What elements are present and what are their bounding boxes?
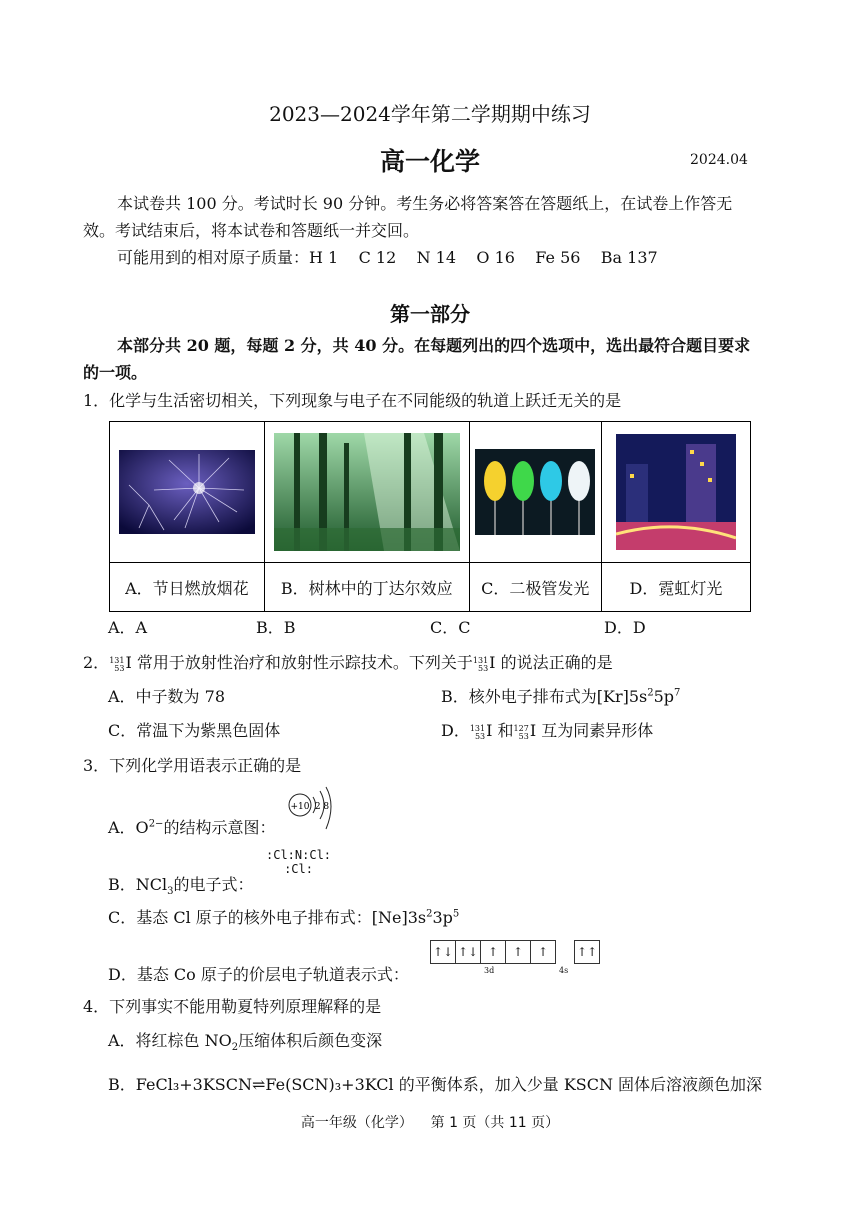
fireworks-image xyxy=(119,450,255,534)
page-footer: 高一年级（化学） 第 1 页（共 11 页） xyxy=(300,1115,560,1131)
svg-text:2 8: 2 8 xyxy=(314,802,330,812)
q3-stem: 3．下列化学用语表示正确的是 xyxy=(83,756,302,775)
forest-cell xyxy=(264,422,469,563)
fireworks-cell xyxy=(110,422,265,563)
q2-option-c: C．常温下为紫黑色固体 xyxy=(108,721,281,740)
led-image xyxy=(475,449,595,535)
q4-stem: 4．下列事实不能用勒夏特列原理解释的是 xyxy=(83,997,382,1016)
q4-option-b: B．FeCl₃+3KSCN⇌Fe(SCN)₃+3KCl 的平衡体系，加入少量 KSCN 固体后溶液颜色加深 xyxy=(108,1075,763,1094)
subject-title: 高一化学 xyxy=(379,147,480,176)
isotope-notation-2: 131 53 xyxy=(472,656,489,673)
q2-option-a: A．中子数为 78 xyxy=(108,687,226,706)
q1-option-b: B．B xyxy=(256,618,296,637)
svg-text:+10: +10 xyxy=(290,802,310,812)
intro-line1: 本试卷共 100 分。考试时长 90 分钟。考生务必将答案答在答题纸上，在试卷上作答无 xyxy=(117,194,733,213)
caption-a: A．节日燃放烟花 xyxy=(110,563,265,612)
part-title: 第一部分 xyxy=(390,302,470,326)
q3-option-b: B．NCl$_3$的电子式： xyxy=(108,875,254,898)
forest-image xyxy=(274,433,460,551)
orbital-diagram: ↑↓ ↑↓ ↑ ↑ ↑ ↑↑ 3d 4s xyxy=(430,940,599,964)
q2-option-b: B．核外电子排布式为$[Kr]5s^25p^7$ xyxy=(441,687,681,706)
lewis-structure: :Cl:N:Cl: :Cl: xyxy=(266,848,332,876)
q1-option-d: D．D xyxy=(604,618,646,637)
q1-option-a: A．A xyxy=(108,618,148,637)
q4-option-a: A．将红棕色 $NO_2$压缩体积后颜色变深 xyxy=(108,1031,383,1054)
isotope-notation: 131 53 xyxy=(109,656,125,673)
part-desc-1: 本部分共 20 题，每题 2 分，共 40 分。在每题列出的四个选项中，选出最符合题目要求 xyxy=(117,336,751,355)
led-cell xyxy=(469,422,601,563)
neon-image xyxy=(616,434,736,550)
part-desc-2: 的一项。 xyxy=(83,363,148,382)
intro-line2: 效。考试结束后，将本试卷和答题纸一并交回。 xyxy=(83,221,420,240)
caption-c: C．二极管发光 xyxy=(469,563,601,612)
q2-stem: 2． 131 53 I 常用于放射性治疗和放射性示踪技术。下列关于 131 53 I 的说法正确的是 xyxy=(83,653,613,673)
caption-b: B．树林中的丁达尔效应 xyxy=(264,563,469,612)
caption-d: D．霓虹灯光 xyxy=(601,563,750,612)
intro-atomic-masses: 可能用到的相对原子质量：H 1 C 12 N 14 O 16 Fe 56 Ba 137 xyxy=(117,248,658,267)
exam-date: 2024.04 xyxy=(690,152,748,168)
q3-option-c: C．基态 Cl 原子的核外电子排布式：$[Ne]3s^23p^5$ xyxy=(108,908,460,927)
q2-option-d: D． 131 53 I 和 127 53 I 互为同素异形体 xyxy=(441,721,654,741)
exam-title: 2023—2024学年第二学期期中练习 xyxy=(269,102,591,126)
q3-option-a: A．$O^{2-}$的结构示意图： xyxy=(108,818,276,837)
q1-image-table xyxy=(109,421,751,612)
atomic-structure-diagram xyxy=(286,785,336,833)
q1-option-c: C．C xyxy=(430,618,471,637)
q1-stem: 1．化学与生活密切相关，下列现象与电子在不同能级的轨道上跃迁无关的是 xyxy=(83,391,622,410)
neon-cell xyxy=(601,422,750,563)
q3-option-d: D．基态 Co 原子的价层电子轨道表示式： xyxy=(108,965,409,984)
